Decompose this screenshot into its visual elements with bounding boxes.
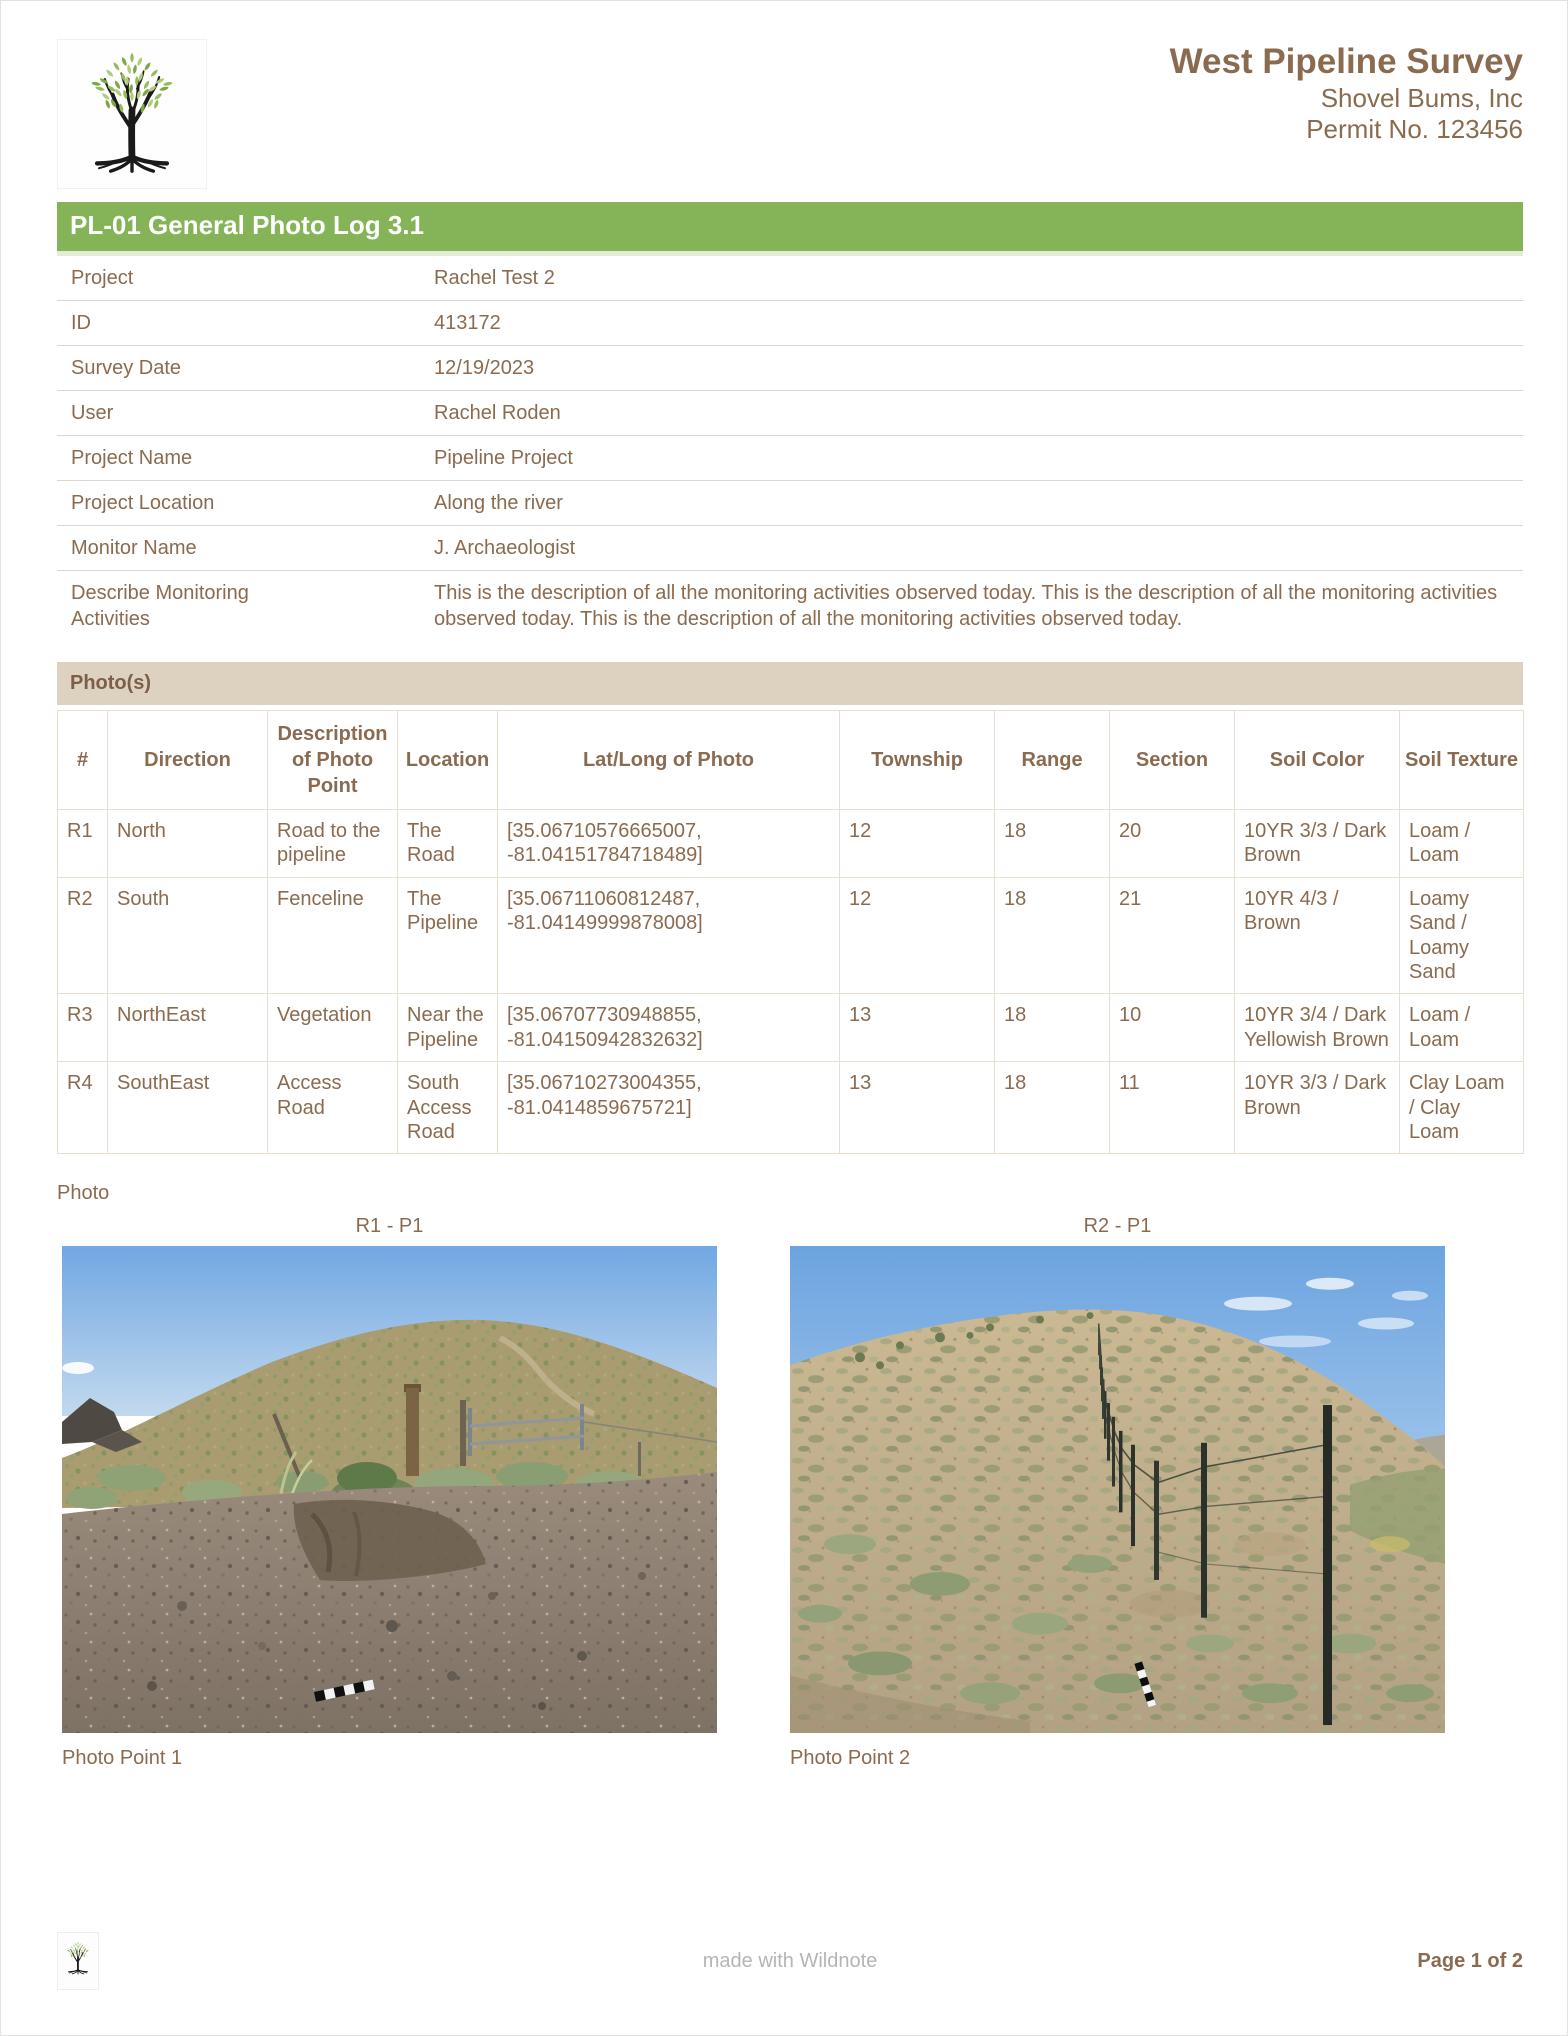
col-header-soil-texture: Soil Texture	[1400, 711, 1524, 810]
cell-num: R4	[58, 1062, 108, 1154]
photo-block-label: Photo	[57, 1182, 110, 1205]
detail-row-survey-date	[57, 346, 1523, 391]
cell-num: R2	[58, 877, 108, 994]
cell-soil-texture: Loam / Loam	[1400, 810, 1524, 878]
cell-latlong: [35.06710273004355, -81.0414859675721]	[498, 1062, 840, 1154]
cell-section: 10	[1110, 994, 1235, 1062]
detail-label: Project	[71, 267, 134, 289]
cell-range: 18	[995, 810, 1110, 878]
detail-label: Survey Date	[71, 357, 182, 379]
photo-point-2-image	[790, 1246, 1445, 1733]
cell-range: 18	[995, 1062, 1110, 1154]
cell-township: 13	[840, 1062, 995, 1154]
report-header	[57, 39, 1523, 189]
col-header-soil-color: Soil Color	[1235, 711, 1400, 810]
detail-value: Rachel Roden	[434, 402, 561, 424]
photo-caption-2: Photo Point 2	[790, 1747, 911, 1770]
col-header-section: Section	[1110, 711, 1235, 810]
footer-logo	[57, 1932, 99, 1990]
page-footer	[57, 1931, 1523, 1991]
detail-label: Describe Monitoring Activities	[71, 582, 249, 630]
cell-direction: South	[108, 877, 268, 994]
detail-row-id	[57, 301, 1523, 346]
cell-township: 12	[840, 810, 995, 878]
made-with-text: made with Wildnote	[702, 1949, 878, 1972]
col-header-num: #	[58, 711, 108, 810]
details-table	[57, 256, 1523, 646]
cell-soil-color: 10YR 3/4 / Dark Yellowish Brown	[1235, 994, 1400, 1062]
detail-value: 12/19/2023	[434, 357, 535, 379]
permit-number: Permit No. 123456	[1306, 114, 1523, 145]
cell-soil-texture: Loamy Sand / Loamy Sand	[1400, 877, 1524, 994]
detail-value: 413172	[434, 312, 501, 334]
cell-description: Road to the pipeline	[268, 810, 398, 878]
detail-value: This is the description of all the monitoring activities observed today. This is the description of all the monitoring activities observed today. This is the description of all the monitoring activities observed today.	[434, 582, 1498, 630]
cell-latlong: [35.06711060812487, -81.04149999878008]	[498, 877, 840, 994]
cell-num: R3	[58, 994, 108, 1062]
cell-latlong: [35.06707730948855, -81.04150942832632]	[498, 994, 840, 1062]
cell-direction: SouthEast	[108, 1062, 268, 1154]
col-header-description: Description of Photo Point	[268, 711, 398, 810]
tree-logo-icon	[83, 48, 181, 181]
cell-description: Access Road	[268, 1062, 398, 1154]
photos-section-header: Photo(s)	[57, 662, 1523, 705]
company-logo	[57, 39, 207, 189]
cell-location: Near the Pipeline	[398, 994, 498, 1062]
cell-range: 18	[995, 994, 1110, 1062]
cell-section: 11	[1110, 1062, 1235, 1154]
tree-logo-icon	[65, 1940, 91, 1982]
photo-point-1-image	[62, 1246, 717, 1733]
photo-item-2	[790, 1215, 1445, 1770]
detail-value: Pipeline Project	[434, 447, 573, 469]
table-row	[58, 810, 1524, 878]
cell-range: 18	[995, 877, 1110, 994]
detail-row-project-name	[57, 436, 1523, 481]
cell-num: R1	[58, 810, 108, 878]
cell-soil-texture: Clay Loam / Clay Loam	[1400, 1062, 1524, 1154]
cell-direction: North	[108, 810, 268, 878]
col-header-township: Township	[840, 711, 995, 810]
col-header-direction: Direction	[108, 711, 268, 810]
detail-row-monitoring-activities	[57, 571, 1523, 646]
detail-label: ID	[71, 312, 91, 334]
photo-grid	[57, 1215, 1523, 1770]
table-row	[58, 877, 1524, 994]
cell-location: South Access Road	[398, 1062, 498, 1154]
cell-township: 13	[840, 994, 995, 1062]
cell-direction: NorthEast	[108, 994, 268, 1062]
cell-soil-color: 10YR 3/3 / Dark Brown	[1235, 1062, 1400, 1154]
cell-township: 12	[840, 877, 995, 994]
company-name: Shovel Bums, Inc	[1320, 83, 1523, 113]
col-header-range: Range	[995, 711, 1110, 810]
cell-section: 20	[1110, 810, 1235, 878]
cell-soil-color: 10YR 3/3 / Dark Brown	[1235, 810, 1400, 878]
photo-title-1: R1 - P1	[355, 1215, 424, 1238]
detail-label: User	[71, 402, 114, 424]
cell-section: 21	[1110, 877, 1235, 994]
col-header-location: Location	[398, 711, 498, 810]
detail-row-project	[57, 256, 1523, 301]
survey-title: West Pipeline Survey	[1169, 42, 1523, 81]
detail-row-monitor-name	[57, 526, 1523, 571]
table-row	[58, 994, 1524, 1062]
detail-label: Project Location	[71, 492, 215, 514]
table-header-row	[58, 711, 1524, 810]
photo-item-1	[62, 1215, 717, 1770]
photo-title-2: R2 - P1	[1083, 1215, 1152, 1238]
detail-value: Rachel Test 2	[434, 267, 555, 289]
cell-latlong: [35.06710576665007, -81.04151784718489]	[498, 810, 840, 878]
cell-soil-texture: Loam / Loam	[1400, 994, 1524, 1062]
photo-caption-1: Photo Point 1	[62, 1747, 183, 1770]
detail-row-project-location	[57, 481, 1523, 526]
cell-description: Vegetation	[268, 994, 398, 1062]
cell-location: The Pipeline	[398, 877, 498, 994]
page-number: Page 1 of 2	[1417, 1949, 1523, 1972]
detail-value: J. Archaeologist	[434, 537, 576, 559]
table-row	[58, 1062, 1524, 1154]
col-header-latlong: Lat/Long of Photo	[498, 711, 840, 810]
form-title-banner: PL-01 General Photo Log 3.1	[57, 202, 1523, 256]
photo-log-table	[57, 710, 1524, 1154]
header-text-block	[1170, 39, 1523, 145]
cell-description: Fenceline	[268, 877, 398, 994]
detail-label: Project Name	[71, 447, 193, 469]
cell-location: The Road	[398, 810, 498, 878]
detail-row-user	[57, 391, 1523, 436]
detail-label: Monitor Name	[71, 537, 197, 559]
detail-value: Along the river	[434, 492, 563, 514]
cell-soil-color: 10YR 4/3 / Brown	[1235, 877, 1400, 994]
